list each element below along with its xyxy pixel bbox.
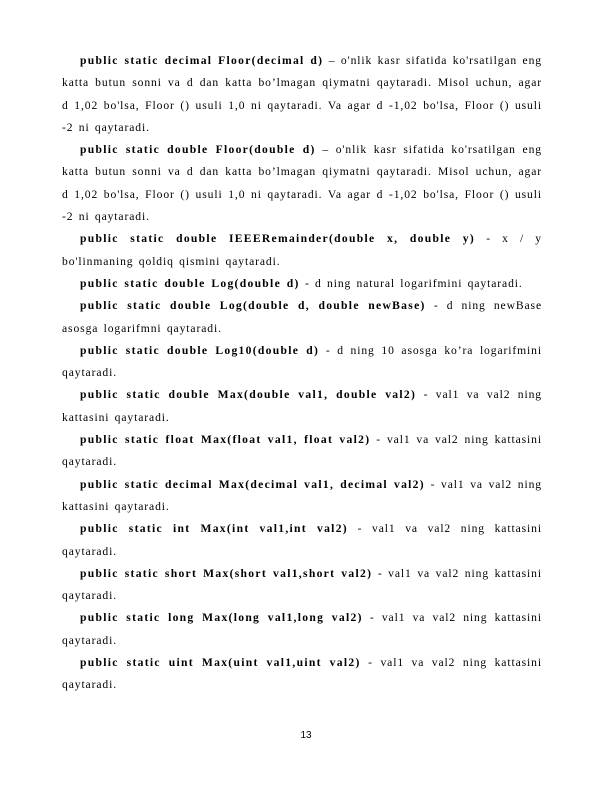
method-description: - val1 va val2 ning kattasini qaytaradi. — [62, 566, 542, 603]
method-signature: public static int Max(int val1,int val2) — [80, 522, 348, 536]
method-description: - val1 va val2 ning kattasini qaytaradi. — [62, 611, 542, 647]
method-entry-ieeeremainder — [62, 228, 542, 273]
method-signature: public static double Log(double d, double newBase) — [80, 299, 426, 313]
method-entry-max-long — [62, 607, 542, 652]
method-entry-max-int — [62, 518, 542, 563]
method-entry-max-short — [62, 563, 542, 608]
method-description: - d ning 10 asosga ko’ra logarifmini qaytaradi. — [62, 343, 542, 380]
page-number: 13 — [300, 730, 312, 741]
method-signature: public static decimal Max(decimal val1, decimal val2) — [80, 477, 425, 491]
method-signature: public static double IEEERemainder(double x, double y) — [80, 232, 476, 246]
method-signature: public static long Max(long val1,long val2) — [80, 611, 363, 625]
method-entry-max-decimal — [62, 474, 542, 519]
method-entry-log — [62, 273, 542, 295]
method-description: - d ning newBase asosga logarifmni qaytaradi. — [62, 299, 542, 335]
method-list — [62, 50, 542, 697]
method-entry-max-uint — [62, 652, 542, 697]
method-signature: public static short Max(short val1,short val2) — [80, 566, 373, 580]
method-entry-max-float — [62, 429, 542, 474]
method-description: - val1 va val2 ning kattasini qaytaradi. — [62, 656, 542, 692]
method-entry-floor-double — [62, 139, 542, 228]
method-signature: public static decimal Floor(decimal d) — [80, 54, 324, 67]
method-description: – o'nlik kasr sifatida ko'rsatilgan eng katta butun sonni va d dan katta bo’lmagan qiymatni qaytaradi. Misol uchun, agar d 1,02 bo'lsa, Floor () usuli 1,0 ni qaytaradi. Va agar d -1,02 bo'lsa, Floor () usuli -2 ni qaytaradi. — [62, 54, 542, 134]
method-entry-floor-decimal — [62, 50, 542, 139]
method-signature: public static uint Max(uint val1,uint val2) — [80, 656, 361, 670]
method-description: - x / y bo'linmaning qoldiq qismini qaytaradi. — [62, 232, 543, 268]
method-signature: public static double Max(double val1, double val2) — [80, 388, 417, 402]
method-signature: public static double Floor(double d) — [80, 143, 316, 157]
method-description: – o'nlik kasr sifatida ko'rsatilgan eng katta butun sonni va d dan katta bo’lmagan qiymatni qaytaradi. Misol uchun, agar d 1,02 bo'lsa, Floor () usuli 1,0 ni qaytaradi. Va agar d -1,02 bo'lsa, Floor () usuli -2 ni qaytaradi. — [62, 143, 542, 224]
method-signature: public static float Max(float val1, float val2) — [80, 433, 371, 447]
method-description: - val1 va val2 ning kattasini qaytaradi. — [62, 388, 542, 424]
method-signature: public static double Log(double d) — [80, 276, 300, 290]
method-description: - val1 va val2 ning kattasini qaytaradi. — [62, 522, 542, 558]
method-entry-max-double — [62, 384, 542, 429]
method-signature: public static double Log10(double d) — [80, 343, 320, 357]
method-description: - val1 va val2 ning kattasini qaytaradi. — [62, 477, 542, 513]
method-description: - val1 va val2 ning kattasini qaytaradi. — [62, 433, 542, 469]
method-entry-log-newbase — [62, 295, 542, 340]
method-entry-log10 — [62, 340, 542, 385]
method-description: - d ning natural logarifmini qaytaradi. — [304, 276, 523, 290]
